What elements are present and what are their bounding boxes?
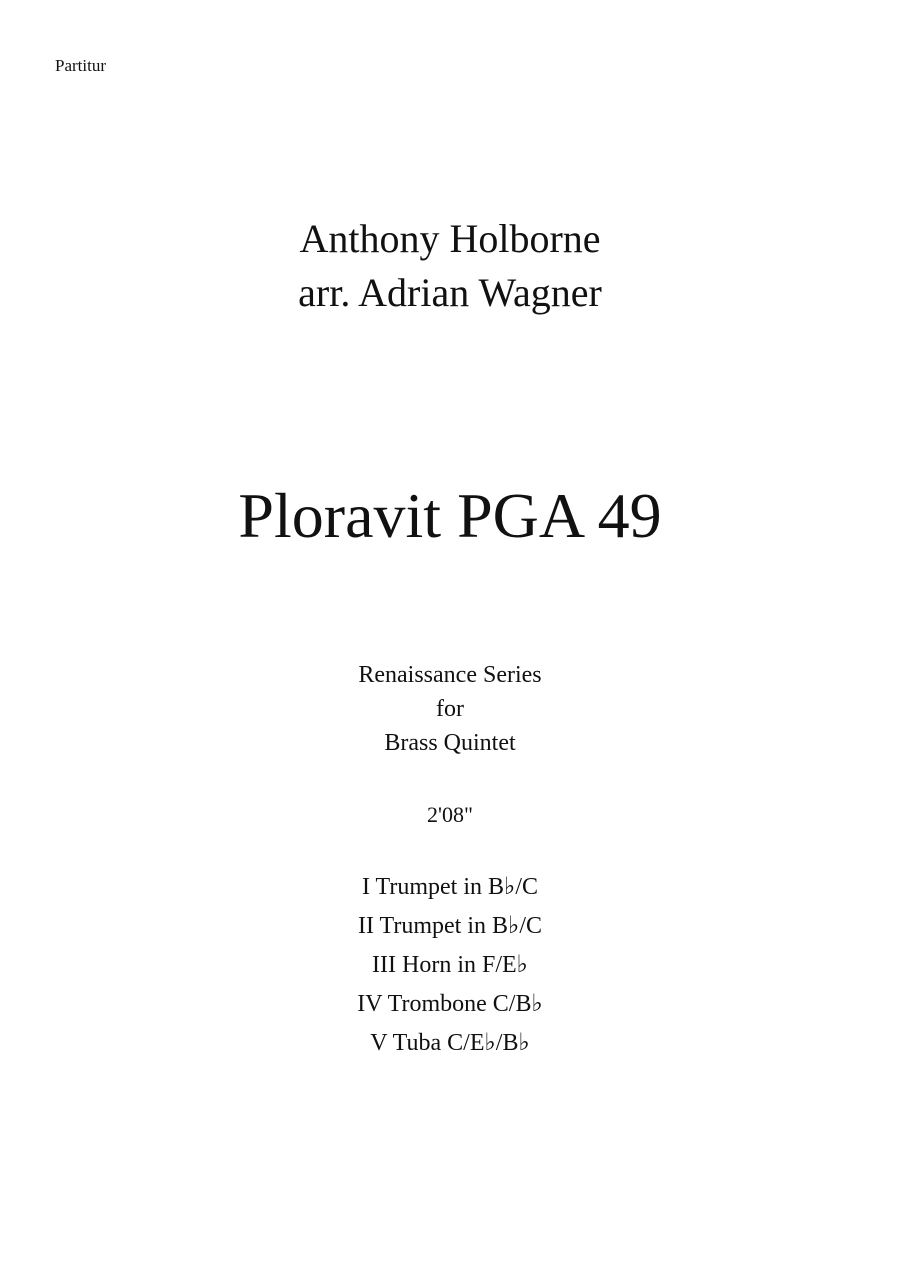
composer-block: [0, 212, 900, 320]
subtitle-block: [0, 658, 900, 760]
score-type-label: Partitur: [55, 56, 106, 75]
instrument-item: IV Trombone C/B♭: [357, 991, 543, 1017]
instrument-item: III Horn in F/E♭: [372, 952, 528, 978]
ensemble-name: Brass Quintet: [384, 730, 516, 756]
instrument-list: [0, 868, 900, 1063]
series-name: Renaissance Series: [358, 662, 542, 688]
instrument-item: I Trumpet in B♭/C: [361, 874, 539, 900]
piece-title: Ploravit PGA 49: [238, 480, 662, 551]
arranger-name: arr. Adrian Wagner: [298, 270, 602, 315]
duration: 2'08": [427, 802, 473, 827]
for-text: for: [436, 696, 464, 722]
composer-name: Anthony Holborne: [299, 216, 601, 261]
instrument-item: II Trumpet in B♭/C: [357, 913, 543, 939]
instrument-item: V Tuba C/E♭/B♭: [370, 1030, 530, 1056]
